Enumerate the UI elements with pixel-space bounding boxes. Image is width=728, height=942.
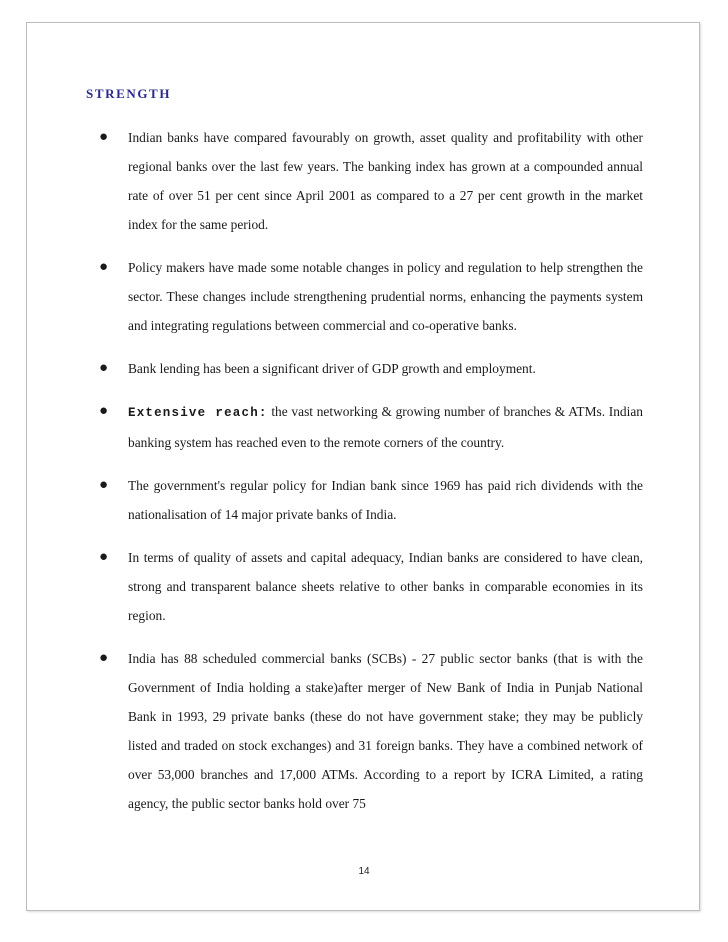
bullet-icon: ●	[99, 477, 109, 493]
bullet-item-3	[98, 354, 643, 383]
bullet-item-7	[98, 644, 643, 818]
bullet-item-6	[98, 543, 643, 630]
bullet-item-4	[98, 397, 643, 457]
bullet-icon: ●	[99, 650, 109, 666]
bullet-text: Policy makers have made some notable changes in policy and regulation to help strengthen the sector. These changes include strengthening prudential norms, enhancing the payments system and integrating regulations between commercial and co-operative banks.	[128, 260, 643, 333]
bullet-icon: ●	[99, 360, 109, 376]
bullet-icon: ●	[99, 129, 109, 145]
bullet-item-1	[98, 123, 643, 239]
section-heading: STRENGTH	[86, 86, 172, 101]
bullet-icon: ●	[99, 549, 109, 565]
bullet-list	[98, 123, 643, 832]
bullet-text: The government's regular policy for Indian bank since 1969 has paid rich dividends with the nationalisation of 14 major private banks of India.	[128, 478, 643, 522]
bullet-text: Indian banks have compared favourably on growth, asset quality and profitability with other regional banks over the last few years. The banking index has grown at a compounded annual rate of over 51 per cent since April 2001 as compared to a 27 per cent growth in the market index for the same period.	[128, 130, 643, 232]
page-number: 14	[358, 866, 370, 877]
bullet-text: the vast networking & growing number of branches & ATMs. Indian banking system has reached even to the remote corners of the country.	[128, 404, 643, 450]
bullet-icon: ●	[99, 403, 109, 419]
bullet-text: Bank lending has been a significant driver of GDP growth and employment.	[128, 361, 536, 376]
bullet-text: In terms of quality of assets and capital adequacy, Indian banks are considered to have clean, strong and transparent balance sheets relative to other banks in comparable economies in its region.	[128, 550, 643, 623]
bullet-item-5	[98, 471, 643, 529]
bullet-text: India has 88 scheduled commercial banks (SCBs) - 27 public sector banks (that is with the Government of India holding a stake)after merger of New Bank of India in Punjab National Bank in 1993, 29 private banks (these do not have government stake; they may be publicly listed and traded on stock exchanges) and 31 foreign banks. They have a combined network of over 53,000 branches and 17,000 ATMs. According to a report by ICRA Limited, a rating agency, the public sector banks hold over 75	[128, 651, 643, 811]
bullet-icon: ●	[99, 259, 109, 275]
bullet-lead-bold: Extensive reach:	[128, 406, 268, 420]
bullet-item-2	[98, 253, 643, 340]
